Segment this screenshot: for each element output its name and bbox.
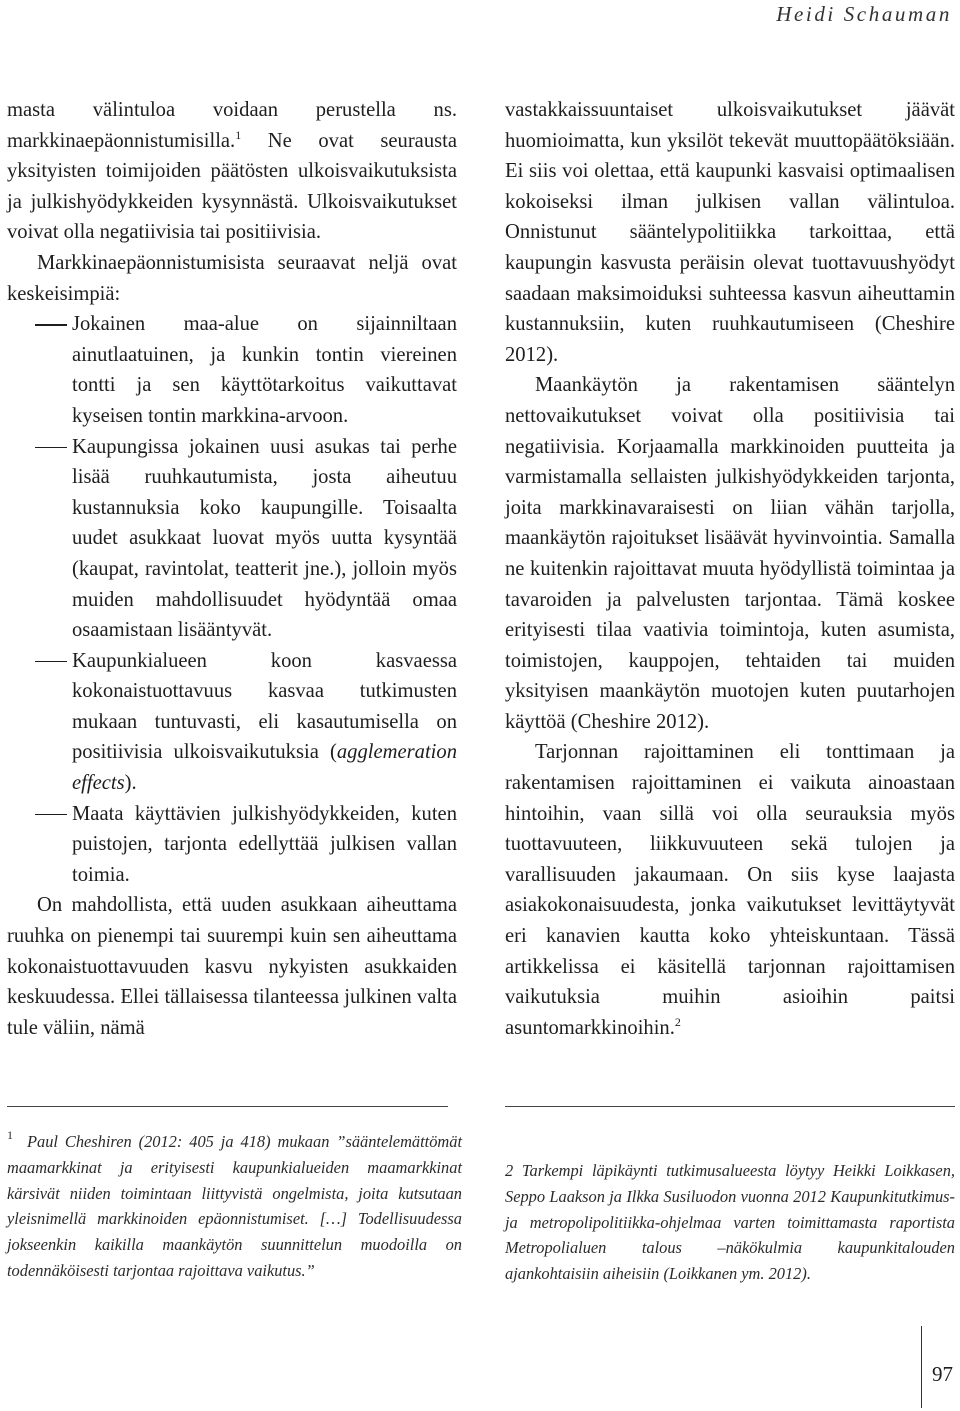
page-number: 97 [932, 1362, 953, 1386]
dash-bullet [35, 661, 67, 662]
footnote-ref-2: 2 [674, 1014, 681, 1029]
list-item: Maata käyttävien julkishyödykkeiden, kuten puistojen, tarjonta edellyttää julkisen vallan toimia. [7, 799, 457, 891]
paragraph: Tarjonnan rajoittaminen eli tonttimaan ja rakentamisen rajoittaminen ei vaikuta ainoastaan hintoihin, vaan sillä voi olla seurauksia myös tuottavuuteen, liikkuvuuteen sekä tulojen ja varallisuuden jakaumaan. On siis kyse laajasta asiakokonaisuudesta, jonka vaikutukset levittäytyvät eri kanavien kautta koko yhteiskuntaan. Tässä artikkelissa ei käsitellä tarjonnan rajoittamisen vaikutuksia muihin asioihin paitsi asuntomarkkinoihin.$^2$ [505, 741, 955, 1039]
dash-bullet [35, 447, 67, 448]
paragraph: Maankäytön ja rakentamisen sääntelyn nettovaikutukset voivat olla positiivisia tai negatiivisia. Korjaamalla markkinoiden puutteita ja varmistamalla sellaisten julkishyödykkeiden tarjonta, joita markkinavaraisesti on liian vähän tarjolla, maankäytön rajoitukset lisäävät hyvinvointia. Samalla ne kuitenkin rajoittavat muuta hyödyllistä toimintaa ja tavaroiden ja palvelusten tarjontaa. Tämä koskee erityisesti tilaa vaativia toimintoja, kuten asumista, toimistojen, kauppojen, tehtaiden tai muiden yksityisen maankäytön muotojen kuten puutarhojen käyttöä (Cheshire 2012). [505, 374, 955, 733]
running-header-author: Heidi Schauman [776, 2, 952, 26]
left-column [7, 95, 457, 1043]
list-item: Kaupungissa jokainen uusi asukas tai perhe lisää ruuhkautumista, josta aiheutuu kustannuksia koko kaupungille. Toisaalta uudet asukkaat luovat myös uutta kysyntää (kaupat, ravintolat, teatterit jne.), jolloin myös muiden mahdollisuudet hyödyntää omaa osaamistaan lisääntyvät. [7, 432, 457, 646]
paragraph: masta välintuloa voidaan perustella ns. markkinaepäonnistumisilla.$^1$ Ne ovat seurausta yksityisten toimijoiden päätösten ulkoisvaikutuksista ja julkishyödykkeiden kysynnästä. Ulkoisvaikutukset voivat olla negatiivisia tai positiivisia. [7, 99, 457, 244]
footnote-1: $^1$ Paul Cheshiren (2012: 405 ja 418) mukaan ”sääntelemättömät maamarkkinat ja erityisesti kaupunkialueiden maamarkkinat kärsivät niiden toimintaan liittyvistä ongelmista, joita kutsutaan yleisnimellä markkinoiden epäonnistumiset. […] Todellisuudessa jokseenkin kaikilla maankäytön suunnittelun muodoilla on todennäköisesti tarjontaa rajoittava vaikutus.” [7, 1128, 462, 1280]
footnote-2: 2 Tarkempi läpikäynti tutkimusalueesta löytyy Heikki Loikkasen, Seppo Laakson ja Ilkka Susiluodon vuonna 2012 Kaupunkitutkimus- ja metropolipolitiikka-ohjelmaa varten toimittamasta raportista Metropolialuen talous –näkökulmia kaupunkitalouden ajankohtaisiin aiheisiin (Loikkanen ym. 2012). [505, 1161, 955, 1284]
footnote-number: 1 [7, 1128, 13, 1142]
paragraph: vastakkaissuuntaiset ulkoisvaikutukset jäävät huomioimatta, kun yksilöt tekevät muuttopäätöksiään. Ei siis voi olettaa, että kaupunki kasvaisi optimaalisen kokoiseksi ilman julkisen vallan välintuloa. Onnistunut sääntelypolitiikka tarkoittaa, että kaupungin kasvusta peräisin olevat tuottavuushyödyt saadaan maksimoiduksi suhteessa kasvun aiheuttamin kustannuksiin, kuten ruuhkautumiseen (Cheshire 2012). [505, 99, 955, 366]
paragraph: On mahdollista, että uuden asukkaan aiheuttama ruuhka on pienempi tai suurempi kuin sen aiheuttama kokonaistuottavuuden kasvu nykyisten asukkaiden keskuudessa. Ellei tällaisessa tilanteessa julkinen valta tule väliin, nämä [7, 894, 457, 1039]
list-item: Kaupunkialueen koon kasvaessa kokonaistuottavuus kasvaa tutkimusten mukaan tuntuvasti, eli kasautumisella on positiivisia ulkoisvaikutuksia (agglemeration effects). [7, 646, 457, 799]
paragraph: Markkinaepäonnistumisista seuraavat neljä ovat keskeisimpiä: [7, 251, 457, 305]
page-number-divider [921, 1326, 922, 1408]
footnote-separator [505, 1106, 955, 1107]
dash-bullet [35, 814, 67, 815]
dash-bullet [35, 324, 67, 325]
list-item: Jokainen maa-alue on sijainniltaan ainutlaatuinen, ja kunkin tontin viereinen tontti ja sen käyttötarkoitus vaikuttavat kyseisen tontin markkina-arvoon. [7, 309, 457, 431]
right-column [505, 95, 955, 1043]
footnote-separator [7, 1106, 448, 1107]
footnote-ref-1: 1 [235, 127, 242, 142]
